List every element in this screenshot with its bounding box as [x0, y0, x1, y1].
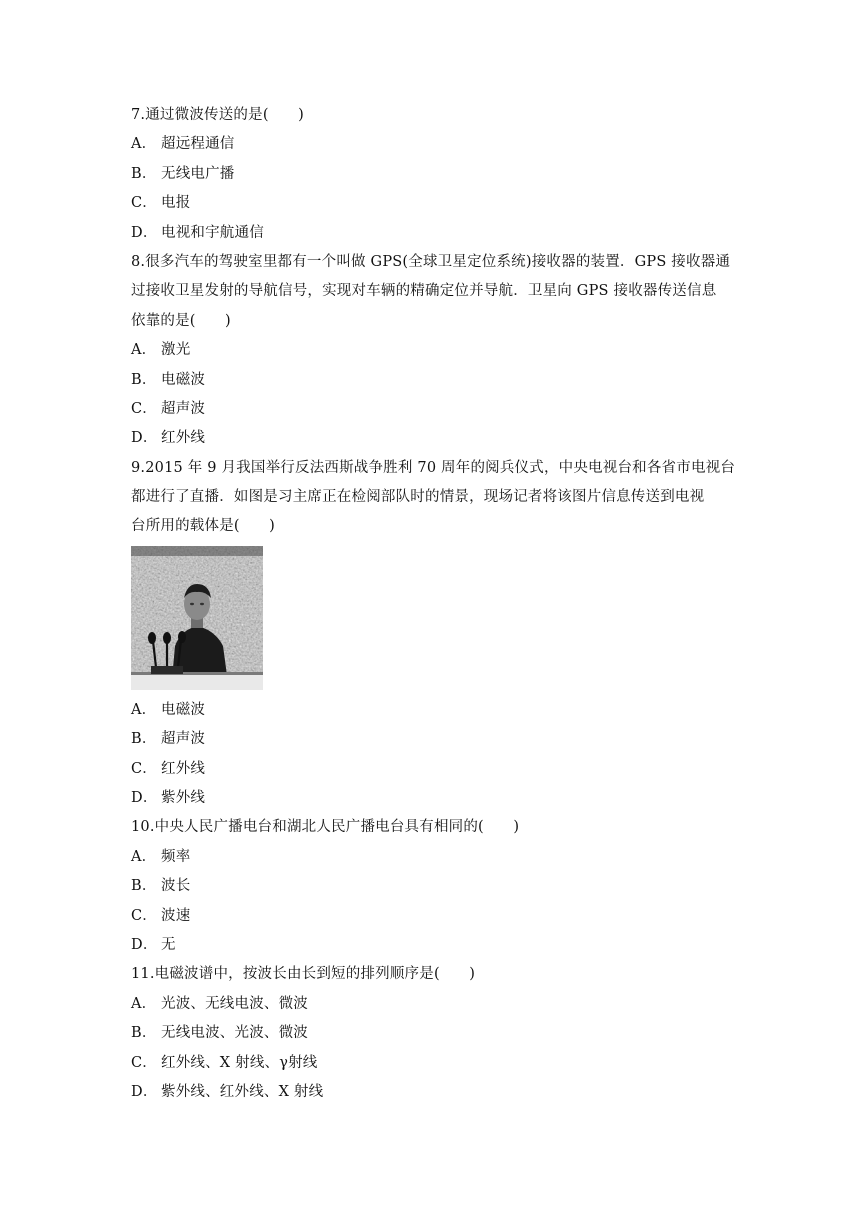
option-letter: C． [131, 760, 157, 777]
option-c[interactable] [131, 902, 731, 931]
option-text: 激光 [161, 342, 191, 359]
option-text: 超声波 [161, 731, 206, 748]
option-c[interactable] [131, 755, 731, 784]
option-text: 红外线 [161, 760, 206, 777]
option-text: 光波、无线电波、微波 [161, 995, 308, 1012]
question-stem: 10.中央人民广播电台和湖北人民广播电台具有相同的( ) [131, 819, 520, 836]
option-text: 紫外线 [161, 790, 206, 807]
question-stem: 8.很多汽车的驾驶室里都有一个叫做 GPS(全球卫星定位系统)接收器的装置．GPS 接收器通 [131, 253, 731, 270]
option-letter: D． [131, 790, 158, 807]
option-text: 红外线、X 射线、γ射线 [161, 1054, 318, 1071]
option-text: 无线电广播 [161, 165, 235, 182]
option-d[interactable] [131, 1078, 731, 1107]
question-stem: 9.2015 年 9 月我国举行反法西斯战争胜利 70 周年的阅兵仪式，中央电视台和各省市电视台 [131, 459, 736, 476]
option-letter: C． [131, 195, 157, 212]
question-7 [131, 101, 731, 248]
option-text: 电磁波 [161, 371, 206, 388]
question-stem: 台所用的载体是( ) [131, 518, 276, 535]
option-letter: D． [131, 936, 158, 953]
option-letter: B． [131, 878, 157, 895]
option-letter: B． [131, 1025, 157, 1042]
option-letter: D． [131, 224, 158, 241]
option-d[interactable] [131, 424, 731, 453]
option-letter: A． [131, 342, 157, 359]
option-b[interactable] [131, 872, 731, 901]
option-letter: C． [131, 907, 157, 924]
option-letter: A． [131, 848, 157, 865]
option-a[interactable] [131, 696, 731, 725]
option-text: 频率 [161, 848, 191, 865]
option-text: 无线电波、光波、微波 [161, 1025, 308, 1042]
option-c[interactable] [131, 395, 731, 424]
option-c[interactable] [131, 189, 731, 218]
question-stem: 11.电磁波谱中，按波长由长到短的排列顺序是( ) [131, 966, 476, 983]
option-letter: B． [131, 165, 157, 182]
option-text: 超远程通信 [161, 136, 235, 153]
option-letter: C． [131, 400, 157, 417]
option-d[interactable] [131, 931, 731, 960]
option-text: 紫外线、红外线、X 射线 [161, 1083, 324, 1100]
question-stem: 都进行了直播．如图是习主席正在检阅部队时的情景，现场记者将该图片信息传送到电视 [131, 489, 705, 506]
option-d[interactable] [131, 784, 731, 813]
option-b[interactable] [131, 366, 731, 395]
option-b[interactable] [131, 725, 731, 754]
option-text: 红外线 [161, 430, 206, 447]
option-text: 波速 [161, 907, 191, 924]
question-stem: 依靠的是( ) [131, 312, 231, 329]
worksheet-page [131, 101, 736, 1107]
parade-photo-graphic [131, 546, 263, 690]
question-11 [131, 960, 731, 1107]
option-letter: B． [131, 731, 157, 748]
option-text: 电视和宇航通信 [161, 224, 264, 241]
option-text: 电报 [161, 195, 191, 212]
option-c[interactable] [131, 1049, 731, 1078]
option-letter: A． [131, 995, 157, 1012]
question-8 [131, 248, 731, 454]
option-letter: B． [131, 371, 157, 388]
option-letter: C． [131, 1054, 157, 1071]
option-text: 电磁波 [161, 701, 206, 718]
option-b[interactable] [131, 1019, 731, 1048]
option-letter: D． [131, 1083, 158, 1100]
option-text: 无 [161, 936, 176, 953]
question-stem: 过接收卫星发射的导航信号，实现对车辆的精确定位并导航．卫星向 GPS 接收器传送信息 [131, 283, 717, 300]
option-a[interactable] [131, 130, 731, 159]
question-10 [131, 813, 731, 960]
parade-photo [131, 546, 263, 690]
option-text: 超声波 [161, 400, 206, 417]
option-b[interactable] [131, 160, 731, 189]
option-a[interactable] [131, 843, 731, 872]
option-text: 波长 [161, 878, 191, 895]
question-stem: 7.通过微波传送的是( ) [131, 107, 304, 123]
option-letter: A． [131, 136, 157, 153]
question-9 [131, 454, 736, 814]
option-letter: A． [131, 701, 157, 718]
option-a[interactable] [131, 990, 731, 1019]
option-a[interactable] [131, 336, 731, 365]
option-d[interactable] [131, 219, 731, 248]
option-letter: D． [131, 430, 158, 447]
